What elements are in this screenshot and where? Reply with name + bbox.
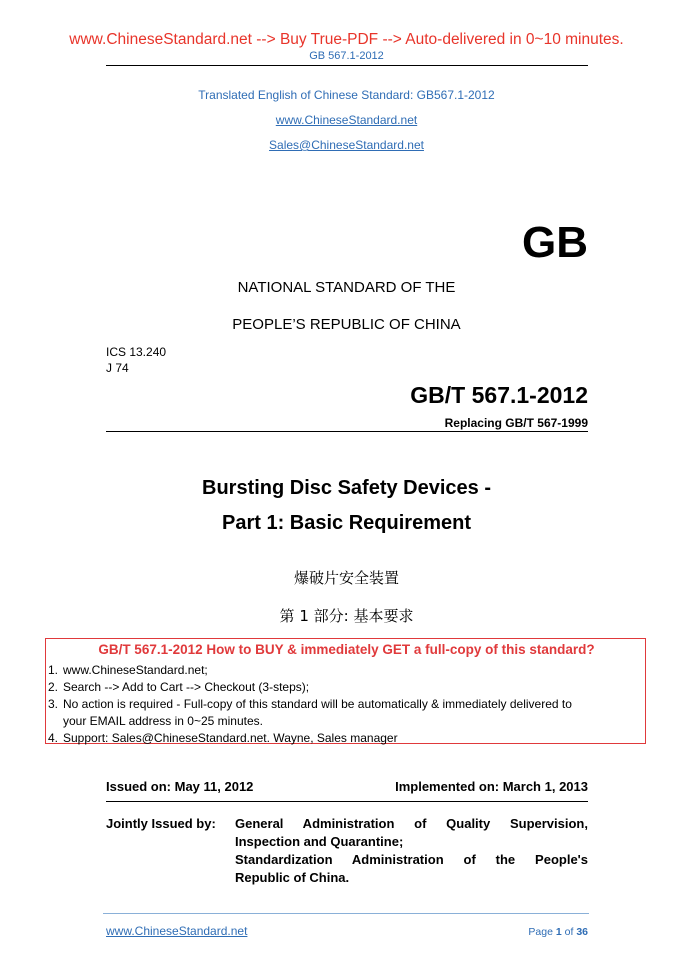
standard-number: GB/T 567.1-2012 [410,382,588,408]
page-total: 36 [576,926,588,938]
email-link-wrapper [0,138,693,152]
step-text: Support: Sales@ChineseStandard.net. Wayne, Sales manager [63,731,398,745]
document-title-line2: Part 1: Basic Requirement [222,512,471,534]
sales-email-link[interactable]: Sales@ChineseStandard.net [269,138,424,152]
purchase-step [48,714,263,728]
header-doc-code: GB 567.1-2012 [309,50,384,62]
page-label: Page [528,926,553,938]
implemented-date: Implemented on: March 1, 2013 [395,779,588,794]
purchase-heading: GB/T 567.1-2012 How to BUY & immediately GET a full-copy of this standard? [98,642,595,657]
jointly-issued-label: Jointly Issued by: [106,816,216,831]
title-divider [106,431,588,432]
national-standard-line1: NATIONAL STANDARD OF THE [237,279,456,296]
purchase-step [48,680,309,694]
header-divider [106,65,588,66]
step-number: 1. [48,663,59,677]
j-code: J 74 [106,361,129,375]
chinese-title-line2: 第 1 部分: 基本要求 [279,607,414,625]
step-number: 3. [48,697,59,711]
purchase-step [48,663,208,677]
top-banner[interactable]: www.ChineseStandard.net --> Buy True-PDF --> Auto-delivered in 0~10 minutes. [69,31,624,48]
purchase-step [48,731,398,745]
gb-mark: GB [522,218,588,267]
page-current: 1 [555,926,562,938]
document-title-line1: Bursting Disc Safety Devices - [202,477,491,499]
step-number: 4. [48,731,59,745]
chinese-title-line1: 爆破片安全装置 [293,569,399,587]
issued-date: Issued on: May 11, 2012 [106,779,254,794]
ics-code: ICS 13.240 [106,345,167,359]
footer-website-link[interactable]: www.ChineseStandard.net [106,924,248,938]
step-number: 2. [48,680,59,694]
step-text[interactable]: www.ChineseStandard.net; [63,663,208,677]
issuer-line: Republic of China. [235,870,350,885]
national-standard-line2: PEOPLE’S REPUBLIC OF CHINA [232,316,461,333]
page-of: of [564,926,574,938]
dates-divider [106,801,588,802]
website-link[interactable]: www.ChineseStandard.net [275,113,418,127]
footer-divider [103,913,589,914]
replacing-note: Replacing GB/T 567-1999 [444,416,588,430]
step-text: No action is required - Full-copy of this standard will be automatically & immediately delivered to [63,697,572,711]
issuer-line: General Administration of Quality Supervision, [235,816,588,831]
step-text: your EMAIL address in 0~25 minutes. [63,714,263,728]
issuer-line: Inspection and Quarantine; [235,834,404,849]
page-indicator [528,926,588,938]
translation-note: Translated English of Chinese Standard: GB567.1-2012 [198,88,495,102]
step-text: Search --> Add to Cart --> Checkout (3-steps); [63,680,310,694]
purchase-step [48,697,572,711]
footer-link-wrapper [106,924,247,938]
issuer-line: Standardization Administration of the People's [235,852,588,867]
website-link-wrapper [0,113,693,127]
